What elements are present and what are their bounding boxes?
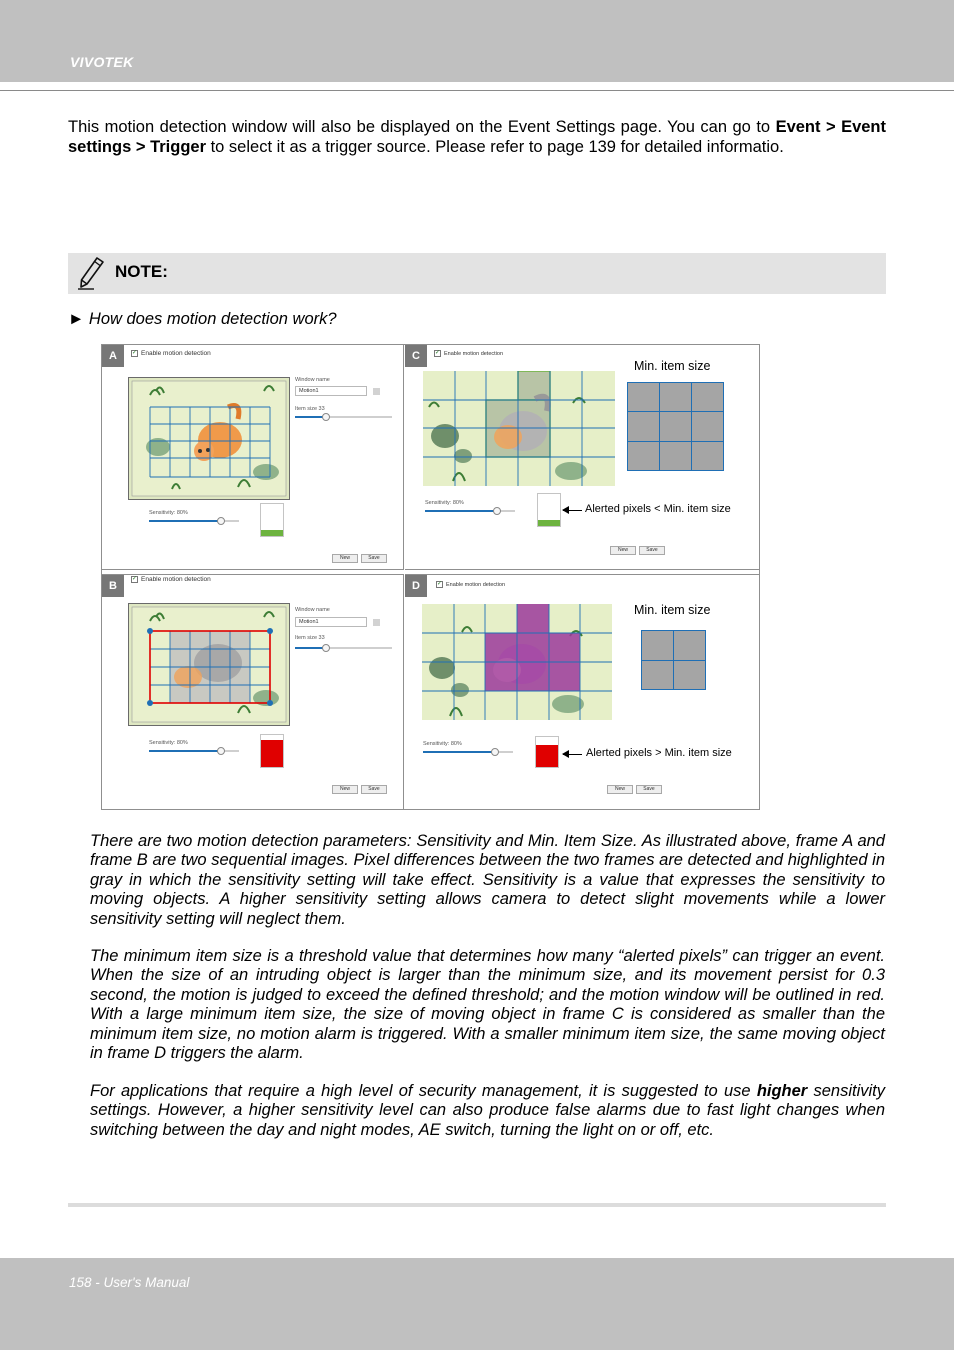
new-button[interactable]: New <box>610 546 636 555</box>
alert-meter-fill <box>538 520 560 526</box>
sensitivity-label: Sensitivity: 80% <box>423 741 462 747</box>
min-item-size-label: Min. item size <box>634 603 711 617</box>
alert-meter-fill <box>261 740 283 767</box>
item-size-label <box>295 635 325 641</box>
enable-motion-label: Enable motion detection <box>446 581 506 588</box>
intro-text-start: This motion detection window will also be displayed on the Event Settings page. You can go to <box>68 118 776 136</box>
footer-band <box>0 1258 954 1350</box>
panel-d <box>405 574 759 809</box>
brand-logo: VIVOTEK <box>70 54 134 70</box>
camera-frame-d <box>422 604 612 720</box>
save-button[interactable]: Save <box>639 546 665 555</box>
item-size-slider-knob[interactable] <box>322 413 330 421</box>
item-size-text: Item size <box>295 406 318 412</box>
enable-motion-checkbox[interactable] <box>434 350 503 357</box>
sensitivity-label: Sensitivity: 80% <box>149 510 188 516</box>
sensitivity-explanation: There are two motion detection parameters: Sensitivity and Min. Item Size. As illustrated above, frame A and frame B are two sequential images. Pixel differences between the two frames are detected and highlighted in gray in which the sensitivity setting will take effect. Sensitivity is a value that expresses the sensitivity to moving objects. A higher sensitivity setting allows camera to detect slight movements while a lower sensitivity setting will neglect them. <box>90 832 885 928</box>
grid-cell <box>660 383 691 411</box>
item-size-value: 33 <box>318 635 325 641</box>
motion-question: ► How does motion detection work? <box>68 310 337 328</box>
header-band <box>0 0 954 82</box>
item-size-slider[interactable] <box>295 647 392 649</box>
new-button[interactable]: New <box>332 785 358 794</box>
sensitivity-slider-knob[interactable] <box>217 517 225 525</box>
min-item-size-grid <box>627 382 724 471</box>
enable-motion-label: Enable motion detection <box>444 350 504 357</box>
save-button[interactable]: Save <box>361 554 387 563</box>
item-size-slider-knob[interactable] <box>322 644 330 652</box>
min-item-size-label: Min. item size <box>634 359 711 373</box>
alert-meter <box>260 503 284 537</box>
footer-divider <box>68 1203 886 1207</box>
grid-cell <box>642 661 673 690</box>
enable-motion-checkbox[interactable] <box>131 576 211 583</box>
sensitivity-slider[interactable] <box>423 751 513 753</box>
grid-cell <box>628 442 659 470</box>
panel-b <box>102 574 404 809</box>
window-name-field[interactable]: Motion1 <box>295 386 367 396</box>
grid-cell <box>692 383 723 411</box>
grid-cell <box>674 631 705 660</box>
new-button[interactable]: New <box>332 554 358 563</box>
enable-motion-label: Enable motion detection <box>141 576 211 583</box>
enable-motion-checkbox[interactable] <box>131 350 211 357</box>
save-button[interactable]: Save <box>361 785 387 794</box>
panel-d-tag: D <box>405 575 427 597</box>
panel-c <box>405 345 759 570</box>
alert-arrow-icon <box>563 510 582 511</box>
alert-meter <box>260 734 284 768</box>
sensitivity-slider-fill <box>425 510 497 512</box>
min-item-size-explanation: The minimum item size is a threshold value that determines how many “alerted pixels” can trigger an event. When the size of an intruding object is larger than the minimum size, and its movement persist for 0.3 second, the motion is judged to exceed the defined threshold; and the motion window will be outlined in red. With a large minimum item size, the size of moving object in frame C is considered as smaller than the minimum item size, no motion alarm is triggered. With a smaller minimum item size, the same moving object in frame D triggers the alarm. <box>90 947 885 1063</box>
new-button[interactable]: New <box>607 785 633 794</box>
recommendation-emphasis: higher <box>756 1082 808 1100</box>
item-size-label <box>295 406 325 412</box>
delete-window-icon[interactable] <box>373 619 380 626</box>
checkbox-checked-icon: ✓ <box>437 581 443 587</box>
sensitivity-label: Sensitivity: 80% <box>149 740 188 746</box>
grid-cell <box>660 412 691 440</box>
min-item-size-grid <box>641 630 706 690</box>
sensitivity-slider[interactable] <box>149 750 239 752</box>
sensitivity-slider-knob[interactable] <box>493 507 501 515</box>
checkbox-checked-icon: ✓ <box>435 350 441 356</box>
note-banner <box>68 253 886 294</box>
panel-a-tag: A <box>102 345 124 367</box>
sensitivity-label: Sensitivity: 80% <box>425 500 464 506</box>
panel-a <box>102 345 404 570</box>
enable-motion-label: Enable motion detection <box>141 350 211 357</box>
page-number: 158 - User's Manual <box>69 1275 190 1290</box>
intro-menu-path: Event > Event settings > Trigger <box>68 118 886 156</box>
grid-cell <box>692 412 723 440</box>
item-size-value: 33 <box>318 406 325 412</box>
alert-arrow-icon <box>563 754 582 755</box>
item-size-slider[interactable] <box>295 416 392 418</box>
panel-b-tag: B <box>102 575 124 597</box>
window-name-label: Window name <box>295 377 330 383</box>
enable-motion-checkbox[interactable] <box>436 581 505 588</box>
grid-cell <box>674 661 705 690</box>
alert-meter-fill <box>261 530 283 536</box>
alert-annotation: Alerted pixels > Min. item size <box>586 747 732 759</box>
recommendation-text-start: For applications that require a high level of security management, it is suggested to use <box>90 1082 757 1100</box>
panel-c-tag: C <box>405 345 427 367</box>
alert-annotation: Alerted pixels < Min. item size <box>585 503 731 515</box>
pencil-icon <box>76 256 106 290</box>
save-button[interactable]: Save <box>636 785 662 794</box>
alert-meter <box>535 736 559 768</box>
grid-cell <box>660 442 691 470</box>
sensitivity-slider-fill <box>149 750 221 752</box>
sensitivity-slider[interactable] <box>425 510 515 512</box>
delete-window-icon[interactable] <box>373 388 380 395</box>
recommendation-text-end: sensitivity settings. However, a higher sensitivity level can also produce false alarms due to fast light changes when switching between the day and night modes, AE switch, turning the light on or off, etc. <box>90 1082 885 1139</box>
window-name-label: Window name <box>295 607 330 613</box>
checkbox-checked-icon: ✓ <box>132 350 138 356</box>
intro-paragraph <box>68 118 886 157</box>
item-size-text: Item size <box>295 635 318 641</box>
alert-meter <box>537 493 561 527</box>
window-name-field[interactable]: Motion1 <box>295 617 367 627</box>
camera-frame-c <box>423 371 615 486</box>
camera-frame-a <box>128 377 290 500</box>
sensitivity-slider-fill <box>423 751 495 753</box>
grid-cell <box>692 442 723 470</box>
grid-cell <box>642 631 673 660</box>
sensitivity-slider[interactable] <box>149 520 239 522</box>
header-divider <box>0 90 954 91</box>
grid-cell <box>628 412 659 440</box>
sensitivity-slider-knob[interactable] <box>491 748 499 756</box>
grid-cell <box>628 383 659 411</box>
sensitivity-slider-knob[interactable] <box>217 747 225 755</box>
alert-meter-fill <box>536 745 558 768</box>
security-recommendation <box>90 1082 885 1140</box>
checkbox-checked-icon: ✓ <box>132 576 138 582</box>
motion-detection-figure <box>101 344 760 810</box>
intro-text-end: to select it as a trigger source. Please refer to page 139 for detailed informatio. <box>206 137 784 156</box>
note-title: NOTE: <box>115 262 168 281</box>
camera-frame-b <box>128 603 290 726</box>
sensitivity-slider-fill <box>149 520 221 522</box>
